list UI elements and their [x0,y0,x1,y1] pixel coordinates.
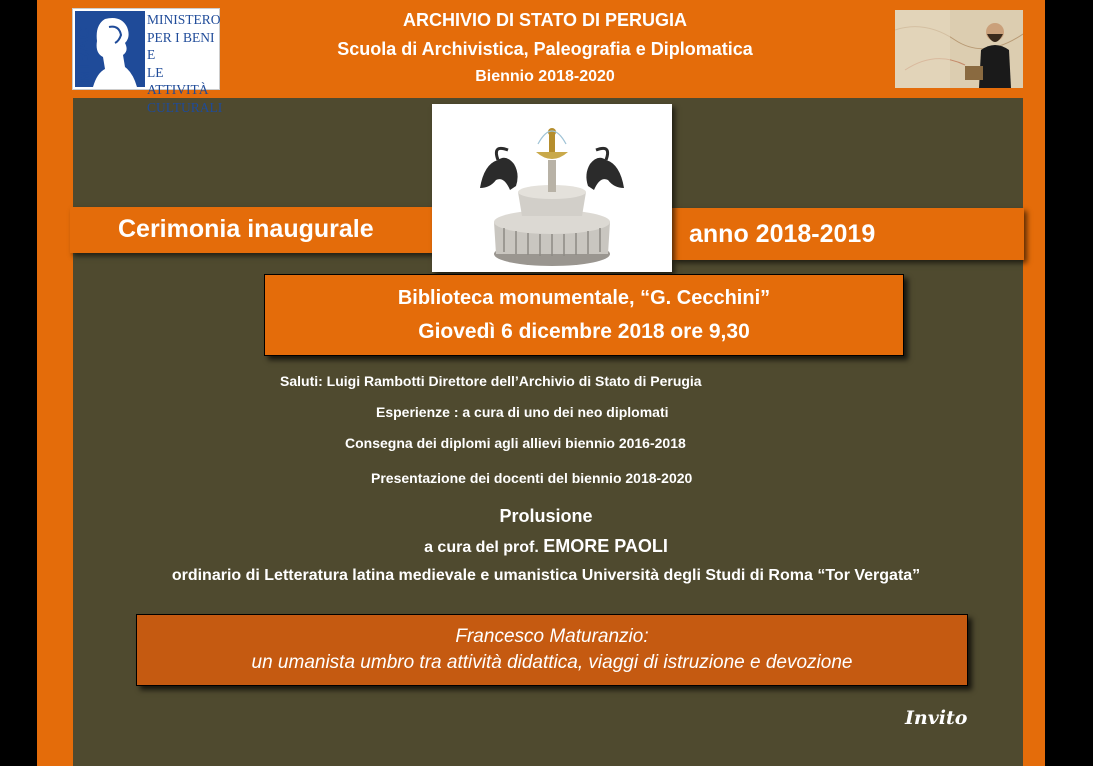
school-name: Scuola di Archivistica, Paleografia e Diplomatica [337,39,753,59]
speaker-line [96,536,996,557]
ministry-line: MINISTERO [147,12,221,27]
prolusione-heading: Prolusione [499,506,593,526]
mibac-badge [75,11,93,87]
talk-title-line1: Francesco Maturanzio: [455,626,649,647]
venue-date-box [264,274,904,356]
year-title: anno 2018-2019 [689,220,876,248]
program-item: Consegna dei diplomi agli allievi biennio 2016-2018 [345,435,686,451]
mibac-logo [72,8,223,115]
program-item: Esperienze : a cura di uno dei neo diplomati [376,404,669,420]
talk-title-line2: un umanista umbro tra attività didattica, viaggi di istruzione e devozione [251,652,853,673]
ministry-name [147,11,223,116]
speaker-prefix: a cura del prof. [424,539,539,556]
mibac-badge-text: MiBAC [75,27,93,83]
date-time: Giovedì 6 dicembre 2018 ore 9,30 [418,320,750,343]
talk-title-box [136,614,968,686]
archive-title: ARCHIVIO DI STATO DI PERUGIA [402,10,688,30]
biennium: Biennio 2018-2020 [475,68,615,85]
ceremony-title: Cerimonia inaugurale [118,215,374,243]
program-item: Presentazione dei docenti del biennio 2018-2020 [371,470,693,486]
invito-label: Invito [905,707,968,729]
year-ribbon [672,208,1024,260]
venue: Biblioteca monumentale, “G. Cecchini” [397,287,771,309]
ministry-line: LE ATTIVITÀ [147,64,209,97]
speaker-name: EMORE PAOLI [543,536,668,556]
ceremony-ribbon [70,207,432,253]
speaker-affiliation: ordinario di Letteratura latina medievale e umanistica Università degli Studi di Roma “Tor Vergata” [171,567,921,584]
maturanzio-portrait-image [895,10,1023,88]
ministry-line: CULTURALI [147,99,223,115]
fontana-maggiore-image [432,104,672,272]
program-item: Saluti: Luigi Rambotti Direttore dell’Archivio di Stato di Perugia [280,373,702,389]
ministry-line: PER I BENI E [147,29,215,62]
